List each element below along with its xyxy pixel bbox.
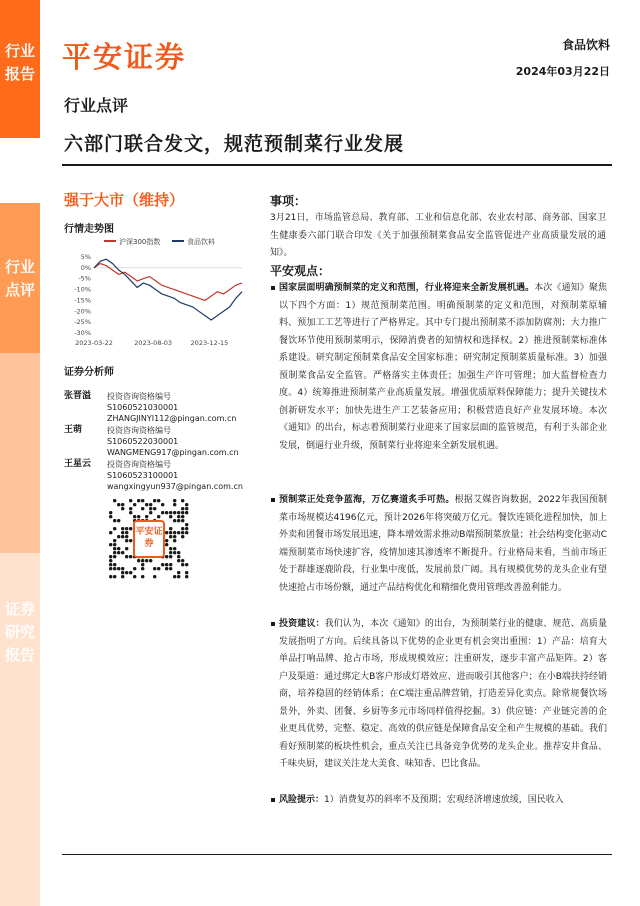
event-text: 3月21日，市场监管总局、教育部、工业和信息化部、农业农村部、商务部、国家卫生健康委六部门联合印发《关于加强预制菜食品安全监管促进产业高质量发展的通知》。	[270, 213, 606, 258]
qr-dot	[169, 531, 172, 534]
qr-dot	[169, 527, 172, 530]
qr-dot	[185, 507, 188, 510]
qr-dot	[165, 563, 168, 566]
rating-label: 强于大市（维持）	[64, 191, 185, 209]
qr-dot	[133, 515, 136, 518]
sidebar-label-research: 证券研究报告	[4, 600, 35, 664]
qr-dot	[121, 507, 124, 510]
qr-dot	[149, 559, 152, 562]
report-title: 六部门联合发文，规范预制菜行业发展	[64, 133, 405, 155]
analyst-cert-label: 投资咨询资格编号	[107, 392, 171, 401]
qr-dot	[121, 527, 124, 530]
qr-dot	[121, 531, 124, 534]
qr-dot	[149, 511, 152, 514]
qr-dot	[125, 547, 128, 550]
qr-dot	[129, 527, 132, 530]
qr-dot	[109, 559, 112, 562]
trend-chart	[64, 233, 246, 348]
qr-dot	[129, 511, 132, 514]
series-line	[94, 264, 242, 301]
qr-dot	[181, 499, 184, 502]
qr-dot	[141, 499, 144, 502]
qr-dot	[181, 511, 184, 514]
bullet-icon	[271, 622, 275, 626]
qr-dot	[109, 515, 112, 518]
y-tick-label: -30%	[74, 329, 91, 337]
qr-dot	[173, 511, 176, 514]
qr-dot	[153, 499, 156, 502]
qr-dot	[121, 567, 124, 570]
bullet-text: 1）消费复苏的斜率不及预期；宏观经济增速放缓，国民收入	[324, 795, 564, 805]
qr-dot	[185, 563, 188, 566]
qr-dot	[177, 515, 180, 518]
qr-dot	[121, 535, 124, 538]
qr-dot	[137, 499, 140, 502]
sidebar-gap	[0, 138, 40, 203]
qr-dot	[109, 575, 112, 578]
qr-dot	[113, 499, 116, 502]
bullet-text: 我们认为，本次《通知》的出台，为预制菜行业的健康、规范、高质量发展指明了方向。后续具备以下优势的企业更有机会突出重围：1）产品：培育大单品打响品牌、抢占市场，形成规模效应；注重研发，逐步丰富产品矩阵。2）客户及渠道：通过绑定大B客户形成灯塔效应、进而吸引其他客户；在小B端扶持经销商，培养稳固的经销体系；在C端注重品牌营销，打造差异化卖点。除常规餐饮场景外，外卖、团餐、乡厨等多元市场同样值得挖掘。3）供应链：产业链完善的企业更具优势，完整、稳定、高效的供应链是保障食品安全和产生规模的基础。我们看好预制菜的板块性机会，重点关注已具备竞争优势的龙头企业。推荐安井食品、千味央厨，建议关注龙大美食、味知香、巴比食品。	[279, 619, 607, 769]
qr-dot	[181, 515, 184, 518]
qr-dot	[129, 539, 132, 542]
qr-dot	[113, 527, 116, 530]
sidebar-label-review: 行业点评	[4, 258, 35, 299]
qr-dot	[117, 551, 120, 554]
qr-code[interactable]	[108, 498, 190, 580]
y-tick-label: 0%	[80, 263, 91, 272]
y-tick-label: -15%	[74, 296, 91, 305]
qr-dot	[153, 567, 156, 570]
qr-dot	[129, 555, 132, 558]
qr-dot	[117, 519, 120, 522]
x-tick-label: 2023-12-15	[190, 339, 229, 347]
qr-dot	[169, 535, 172, 538]
qr-dot	[177, 511, 180, 514]
qr-dot	[125, 535, 128, 538]
qr-dot	[165, 543, 168, 546]
qr-dot	[141, 507, 144, 510]
qr-dot	[113, 563, 116, 566]
analyst-email[interactable]: WANGMENG917@pingan.com.cn	[107, 448, 239, 457]
bullet-lead: 预制菜正处竞争蓝海，万亿赛道炙手可热。	[279, 495, 455, 505]
analyst-heading: 证券分析师	[64, 367, 114, 378]
footer-divider	[62, 854, 612, 855]
bullet-text: 本次《通知》聚焦以下四个方面：1）规范预制菜范围。明确预制菜的定义和范围，对预制菜原辅料、预加工工艺等进行了严格界定。其中专门提出预制菜不添加防腐剂；大力推广餐饮环节使用预制菜明示，保障消费者的知情权和选择权。2）推进预制菜标准体系建设。研究制定预制菜食品安全国家标准；研究制定预制菜质量标准。3）加强预制菜食品安全监管。严格落实主体责任；加强生产许可管理；加大监督检查力度。4）统筹推进预制菜产业高质量发展。增强优质原料保障能力；提升关键技术创新研发水平；加快先进生产工艺装备应用；积极营造良好产业发展环境。本次《通知》的出台，标志着预制菜行业迎来了国家层面的监管规范，有利于头部企业发展，倒逼行业升级，预制菜行业将迎来全新发展机遇。	[279, 283, 607, 451]
qr-dot	[117, 547, 120, 550]
qr-dot	[177, 575, 180, 578]
bullet-icon	[271, 798, 275, 802]
bullet-text: 根据艾媒咨询数据，2022年我国预制菜市场规模达4196亿元，预计2026年将突破万亿元。餐饮连锁化进程加快，加上外卖和团餐市场发展迅速，降本增效需求推动B端预制菜放量；社会结构变化驱动C端预制菜市场快速扩容，疫情加速其渗透率不断提升。行业格局来看，当前市场正处于群雄逐鹿阶段，行业集中度低，发展前景广阔。具有规模优势的龙头企业有望快速抢占市场份额，通过产品结构优化和精细化费用管理改善盈利能力。	[279, 495, 607, 593]
qr-dot	[185, 531, 188, 534]
qr-dot	[161, 563, 164, 566]
qr-dot	[177, 519, 180, 522]
analyst-info	[107, 459, 243, 492]
qr-dot	[169, 551, 172, 554]
qr-dot	[117, 535, 120, 538]
view-heading: 平安观点：	[270, 264, 331, 278]
y-tick-label: -5%	[78, 274, 91, 283]
qr-dot	[185, 575, 188, 578]
qr-dot	[169, 511, 172, 514]
qr-dot	[169, 515, 172, 518]
qr-dot	[173, 499, 176, 502]
qr-dot	[161, 503, 164, 506]
qr-dot	[109, 543, 112, 546]
qr-dot	[129, 507, 132, 510]
qr-dot	[149, 503, 152, 506]
qr-dot	[185, 527, 188, 530]
qr-dot	[117, 503, 120, 506]
qr-dot	[153, 507, 156, 510]
qr-dot	[113, 539, 116, 542]
qr-dot	[113, 543, 116, 546]
qr-dot	[185, 571, 188, 574]
qr-dot	[177, 531, 180, 534]
qr-dot	[177, 559, 180, 562]
qr-dot	[109, 567, 112, 570]
bullet-point	[279, 492, 607, 597]
analyst-cert-label: 投资咨询资格编号	[107, 460, 171, 469]
y-tick-label: -25%	[74, 318, 91, 327]
qr-dot	[157, 515, 160, 518]
qr-dot	[133, 575, 136, 578]
qr-dot	[181, 559, 184, 562]
bullet-point	[279, 792, 607, 810]
qr-dot	[157, 567, 160, 570]
qr-dot	[125, 571, 128, 574]
qr-dot	[177, 555, 180, 558]
qr-dot	[141, 563, 144, 566]
qr-dot	[165, 555, 168, 558]
qr-dot	[141, 567, 144, 570]
analyst-email[interactable]: ZHANGJINYI112@pingan.com.cn	[107, 414, 237, 423]
bullet-lead: 投资建议：	[279, 619, 325, 629]
bullet-lead: 风险提示：	[279, 795, 325, 805]
x-tick-label: 2023-03-22	[75, 339, 113, 347]
qr-dot	[177, 571, 180, 574]
y-tick-label: 5%	[80, 253, 91, 261]
legend-label: 沪深300指数	[119, 238, 161, 246]
analyst-cert-number: S1060523100001	[107, 471, 179, 480]
x-tick-label: 2023-08-03	[134, 339, 173, 347]
qr-dot	[137, 559, 140, 562]
qr-dot	[137, 515, 140, 518]
bullet-icon	[271, 286, 275, 290]
qr-dot	[141, 575, 144, 578]
qr-dot	[133, 567, 136, 570]
qr-dot	[121, 503, 124, 506]
bullet-point	[279, 616, 607, 774]
qr-dot	[109, 555, 112, 558]
qr-dot	[181, 535, 184, 538]
qr-dot	[113, 551, 116, 554]
qr-dot	[125, 555, 128, 558]
qr-dot	[125, 539, 128, 542]
bullet-point	[279, 280, 607, 455]
qr-dot	[173, 575, 176, 578]
qr-dot	[169, 547, 172, 550]
qr-dot	[129, 499, 132, 502]
analyst-name: 王星云	[64, 459, 92, 469]
analyst-email[interactable]: wangxingyun937@pingan.com.cn	[107, 482, 243, 491]
analyst-cert-number: S1060521030001	[107, 403, 179, 412]
qr-dot	[157, 499, 160, 502]
qr-dot	[173, 547, 176, 550]
qr-dot	[113, 575, 116, 578]
qr-dot	[125, 531, 128, 534]
qr-dot	[165, 531, 168, 534]
analyst-info	[107, 425, 239, 458]
qr-dot	[161, 511, 164, 514]
analyst-info	[107, 391, 236, 424]
qr-dot	[181, 527, 184, 530]
qr-dot	[109, 563, 112, 566]
qr-dot	[181, 507, 184, 510]
analyst-cert-number: S1060522030001	[107, 437, 179, 446]
qr-dot	[181, 563, 184, 566]
qr-dot	[173, 539, 176, 542]
qr-dot	[181, 531, 184, 534]
qr-dot	[109, 531, 112, 534]
qr-dot	[185, 503, 188, 506]
qr-dot	[117, 567, 120, 570]
qr-dot	[129, 571, 132, 574]
bullet-lead: 国家层面明确预制菜的定义和范围，行业将迎来全新发展机遇。	[279, 283, 535, 293]
qr-dot	[185, 523, 188, 526]
qr-dot	[145, 559, 148, 562]
y-tick-label: -10%	[74, 285, 91, 294]
qr-dot	[185, 511, 188, 514]
event-heading: 事项：	[270, 194, 307, 208]
qr-dot	[121, 575, 124, 578]
sidebar-block-mid	[0, 353, 40, 553]
qr-dot	[109, 511, 112, 514]
bullet-icon	[271, 498, 275, 502]
qr-dot	[173, 551, 176, 554]
qr-dot	[177, 551, 180, 554]
qr-dot	[149, 507, 152, 510]
analyst-name: 王萌	[64, 425, 83, 435]
qr-dot	[165, 539, 168, 542]
qr-dot	[121, 551, 124, 554]
y-tick-label: -20%	[74, 307, 91, 316]
qr-dot	[173, 503, 176, 506]
trend-chart-label: 行情走势图	[64, 224, 114, 235]
qr-dot	[141, 559, 144, 562]
qr-dot	[113, 555, 116, 558]
analyst-name: 张晋溢	[64, 391, 92, 401]
report-type: 行业点评	[64, 96, 129, 115]
qr-dot	[133, 503, 136, 506]
brand-logo: 平安证券	[62, 40, 187, 74]
qr-dot	[125, 527, 128, 530]
qr-dot	[165, 511, 168, 514]
qr-dot	[145, 515, 148, 518]
qr-dot	[181, 519, 184, 522]
qr-dot	[145, 503, 148, 506]
analyst-cert-label: 投资咨询资格编号	[107, 426, 171, 435]
qr-dot	[165, 567, 168, 570]
qr-dot	[169, 563, 172, 566]
qr-dot	[173, 519, 176, 522]
sidebar-label-report: 行业报告	[4, 42, 35, 83]
qr-logo: 平安证券	[133, 520, 165, 558]
qr-dot	[169, 555, 172, 558]
header-divider	[62, 164, 612, 166]
qr-dot	[121, 571, 124, 574]
report-date: 2024年03月22日	[515, 65, 610, 78]
qr-dot	[173, 535, 176, 538]
series-line	[94, 259, 242, 320]
qr-dot	[153, 575, 156, 578]
qr-dot	[169, 567, 172, 570]
qr-dot	[113, 567, 116, 570]
qr-dot	[173, 531, 176, 534]
legend-label: 食品饮料	[187, 238, 215, 246]
qr-dot	[113, 519, 116, 522]
industry-label: 食品饮料	[561, 38, 610, 52]
qr-dot	[113, 547, 116, 550]
